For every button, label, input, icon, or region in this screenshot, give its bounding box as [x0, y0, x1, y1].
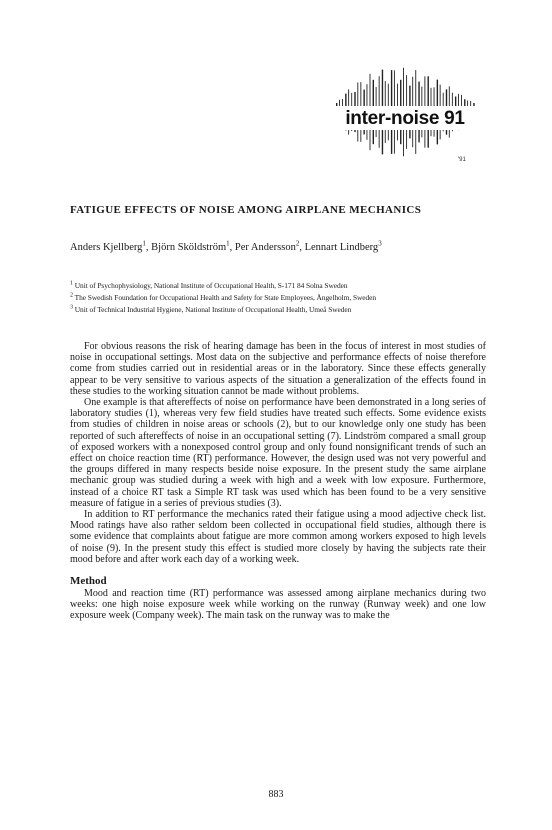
author-list — [70, 239, 382, 253]
logo-tag: '91 — [458, 157, 466, 163]
affiliation-number: 2 — [70, 292, 73, 299]
paragraph: One example is that aftereffects of noise on performance have been demonstrated in a long series of laboratory studies (1), whereas very few field studies have treated such effects. Some evidence exists from studies of children in noise areas or schools (2), but to our knowledge only one study has been reported of such aftereffects of noise in an occupational setting (7). Lindström compared a small group of exposed workers with a nonexposed control group and only found nonsignificant trends of such an effect on choice reaction time (RT) performance. However, the design used was not very powerful and the groups differed in many respects beside noise exposure. In the present study the same airplane mechanic group was studied during a week with high and a week with low exposure. Furthermore, instead of a choice RT task a Simple RT task was used which has been found to be a very sensitive measure of fatigue in a series of previous studies (3). — [70, 397, 486, 509]
page-number: 883 — [268, 789, 284, 800]
author-affiliation-mark: 2 — [295, 239, 300, 248]
affiliation — [70, 292, 490, 304]
paragraph: For obvious reasons the risk of hearing damage has been in the focus of interest in most studies of noise in occupational settings. Most data on the subjective and performance effects of noise therefore come from studies carried out in residential areas or in the laboratory. Since these effects generally appear to be very sensitive to various aspects of the situation a generalization of the effects found in these studies to the working situation cannot be made without problems. — [70, 341, 486, 397]
author-affiliation-mark: 3 — [378, 239, 382, 248]
paragraph: In addition to RT performance the mechanics rated their fatigue using a mood adjective check list. Mood ratings have also rather seldom been collected in occupational field studies, although there is some evidence that complaints about fatigue are more common among workers exposed to high levels of noise (9). In the present study this effect is studied more closely by having the subjects rate their mood before and after work each day of a working week. — [70, 509, 486, 565]
affiliation — [70, 280, 490, 292]
logo-text: inter-noise 91 — [345, 108, 465, 129]
affiliation-text: The Swedish Foundation for Occupational Health and Safety for State Employees, Ängelholm, Sweden — [74, 293, 377, 302]
author: Björn Sköldström$^1$, — [151, 239, 235, 253]
author-name: Lennart Lindberg — [304, 242, 379, 253]
author-affiliation-mark: 1 — [226, 239, 230, 248]
affiliation-number: 3 — [70, 304, 73, 311]
author — [304, 239, 382, 253]
paper-title: FATIGUE EFFECTS OF NOISE AMONG AIRPLANE MECHANICS — [70, 204, 422, 216]
affiliation-number: 1 — [70, 280, 73, 287]
author: Per Andersson$^2$, — [234, 239, 305, 253]
paragraph: Mood and reaction time (RT) performance was assessed among airplane mechanics during two weeks: one high noise exposure week while working on the runway (Runway week) and one low exposure week (Company week). The main task on the runway was to make the — [70, 588, 486, 622]
author-name: Anders Kjellberg — [70, 242, 143, 253]
author-name: Per Andersson — [234, 242, 296, 253]
affiliation-text: Unit of Technical Industrial Hygiene, National Institute of Occupational Health, Umeå Sweden — [74, 305, 352, 314]
author-affiliation-mark: 1 — [142, 239, 146, 248]
section-heading-method: Method — [70, 575, 107, 588]
affiliation-text: Unit of Psychophysiology, National Institute of Occupational Health, S-171 84 Solna Sweden — [74, 281, 348, 290]
affiliation — [70, 304, 490, 316]
affiliation-list — [70, 280, 490, 316]
body-text — [70, 341, 486, 622]
author-name: Björn Sköldström — [151, 242, 227, 253]
author: Anders Kjellberg$^1$, — [70, 239, 152, 253]
conference-logo — [330, 62, 480, 162]
